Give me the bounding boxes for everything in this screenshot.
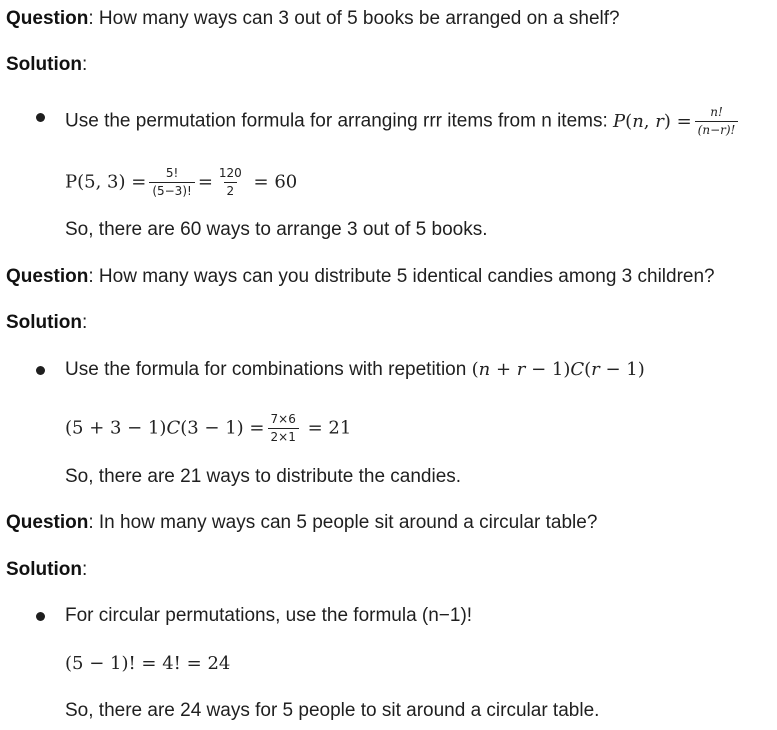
calc-lhs: P(5, 3) = bbox=[65, 171, 147, 193]
solution-label: Solution bbox=[6, 312, 82, 333]
question-text: How many ways can 3 out of 5 books be arranged on a shelf? bbox=[98, 8, 620, 29]
solution-1-heading: Solution: bbox=[6, 54, 88, 75]
question-label: Question bbox=[6, 8, 89, 29]
solution-2-heading: Solution: bbox=[6, 312, 88, 333]
question-3: Question: In how many ways can 5 people sit around a circular table? bbox=[6, 512, 598, 533]
calc-result: = 21 bbox=[307, 417, 352, 439]
solution-2-step bbox=[65, 358, 645, 382]
combination-formula: (n + r − 1)C(r − 1) bbox=[471, 359, 645, 380]
solution-label: Solution bbox=[6, 54, 82, 75]
solution-3-answer: So, there are 24 ways for 5 people to sit around a circular table. bbox=[65, 700, 600, 721]
calc-numerator: 7×6 bbox=[270, 412, 296, 426]
formula-numerator: n! bbox=[710, 105, 723, 119]
bullet-marker bbox=[36, 612, 45, 621]
solution-label: Solution bbox=[6, 559, 82, 580]
solution-1-step bbox=[65, 105, 741, 138]
solution-2-answer: So, there are 21 ways to distribute the candies. bbox=[65, 466, 462, 487]
calc-denominator: (5−3)! bbox=[149, 182, 195, 199]
question-label: Question bbox=[6, 266, 89, 287]
calc-numerator: 5! bbox=[165, 166, 179, 180]
calc-result: = 60 bbox=[253, 171, 298, 193]
permutation-formula: P(n, r) = $\frac{n!}{(n-r)!}$ bbox=[613, 111, 741, 132]
question-text: In how many ways can 5 people sit around a circular table? bbox=[98, 512, 598, 533]
step-text: Use the formula for combinations with repetition bbox=[65, 359, 467, 380]
bullet-marker bbox=[36, 366, 45, 375]
formula-denominator: (n−r)! bbox=[695, 121, 739, 138]
bullet-marker bbox=[36, 113, 45, 122]
question-1: Question: How many ways can 3 out of 5 books be arranged on a shelf? bbox=[6, 8, 620, 29]
question-label: Question bbox=[6, 512, 89, 533]
calc-numerator: 120 bbox=[218, 166, 242, 180]
solution-1-calculation: P(5, 3) = $\frac{5!}{(5-3)!}$ = $\frac{120}{2}$ = 60 bbox=[65, 166, 298, 198]
solution-3-heading: Solution: bbox=[6, 559, 88, 580]
question-2: Question: How many ways can you distribute 5 identical candies among 3 children? bbox=[6, 266, 715, 287]
solution-3-calculation: (5 − 1)! = 4! = 24 bbox=[65, 653, 231, 674]
calc-denominator: 2×1 bbox=[268, 428, 299, 445]
solution-1-answer: So, there are 60 ways to arrange 3 out of 5 books. bbox=[65, 219, 488, 240]
step-text: Use the permutation formula for arranging rrr items from n items: bbox=[65, 110, 608, 132]
solution-3-step: For circular permutations, use the formula (n−1)! bbox=[65, 605, 473, 626]
question-text: How many ways can you distribute 5 identical candies among 3 children? bbox=[98, 266, 715, 287]
solution-2-calculation: (5 + 3 − 1)C(3 − 1) = $\frac{7\times 6}{2\times 1}$ = 21 bbox=[65, 412, 352, 444]
calc-denominator: 2 bbox=[224, 182, 238, 199]
